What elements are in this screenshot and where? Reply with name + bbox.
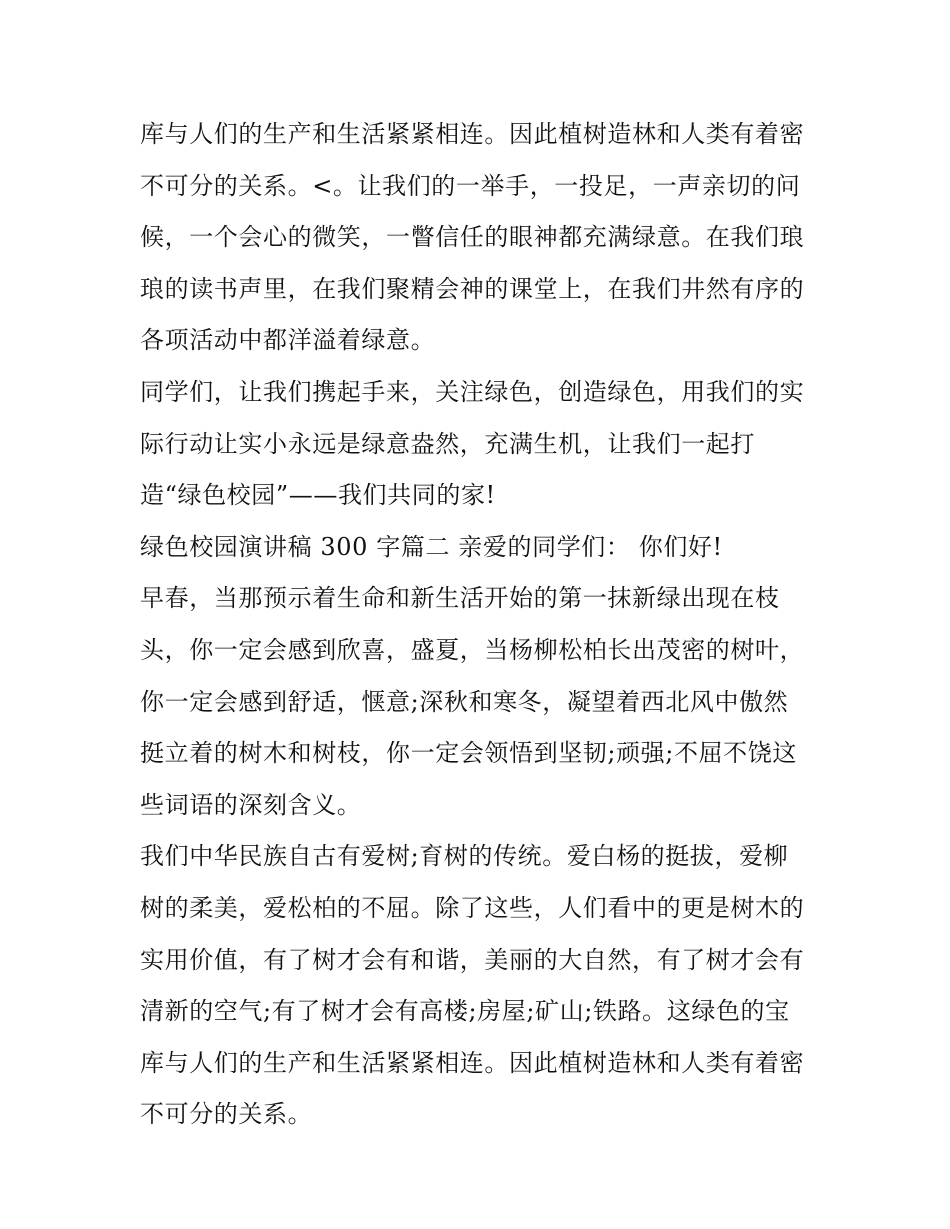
text-line: 实用价值，有了树才会有和谐，美丽的大自然，有了树才会有 xyxy=(140,945,805,974)
text-line: 清新的空气;有了树才会有高楼;房屋;矿山;铁路。这绿色的宝 xyxy=(140,997,790,1026)
text-line: 同学们，让我们携起手来，关注绿色，创造绿色，用我们的实 xyxy=(140,377,805,406)
text-line: 各项活动中都洋溢着绿意。 xyxy=(140,326,436,355)
text-line: 些词语的深刻含义。 xyxy=(140,790,362,819)
text-line: 不可分的关系。 xyxy=(140,1100,313,1129)
section-heading-line: 绿色校园演讲稿 300 字篇二 亲爱的同学们： 你们好! xyxy=(140,532,723,561)
text-line: 候，一个会心的微笑，一瞥信任的眼神都充满绿意。在我们琅 xyxy=(140,223,805,252)
document-body xyxy=(140,109,830,1141)
text-line: 头，你一定会感到欣喜，盛夏，当杨柳松柏长出茂密的树叶， xyxy=(140,635,805,664)
text-line: 际行动让实小永远是绿意盎然，充满生机，让我们一起打 xyxy=(140,429,755,458)
text-line: 库与人们的生产和生活紧紧相连。因此植树造林和人类有着密 xyxy=(140,120,805,148)
text-line: 你一定会感到舒适，惬意;深秋和寒冬，凝望着西北风中傲然 xyxy=(140,687,789,716)
text-line: 早春，当那预示着生命和新生活开始的第一抹新绿出现在枝 xyxy=(140,584,780,613)
text-line: 我们中华民族自古有爱树;育树的传统。爱白杨的挺拔，爱柳 xyxy=(140,842,789,871)
text-line: 树的柔美，爱松柏的不屈。除了这些，人们看中的更是树木的 xyxy=(140,893,805,922)
text-line: 挺立着的树木和树枝，你一定会领悟到坚韧;顽强;不屈不饶这 xyxy=(140,739,797,768)
text-line: 琅的读书声里，在我们聚精会神的课堂上，在我们井然有序的 xyxy=(140,274,805,303)
text-line: 造“绿色校园”——我们共同的家! xyxy=(140,481,496,510)
text-line: 库与人们的生产和生活紧紧相连。因此植树造林和人类有着密 xyxy=(140,1048,805,1077)
text-line: 不可分的关系。<。让我们的一举手，一投足，一声亲切的问 xyxy=(140,171,801,200)
